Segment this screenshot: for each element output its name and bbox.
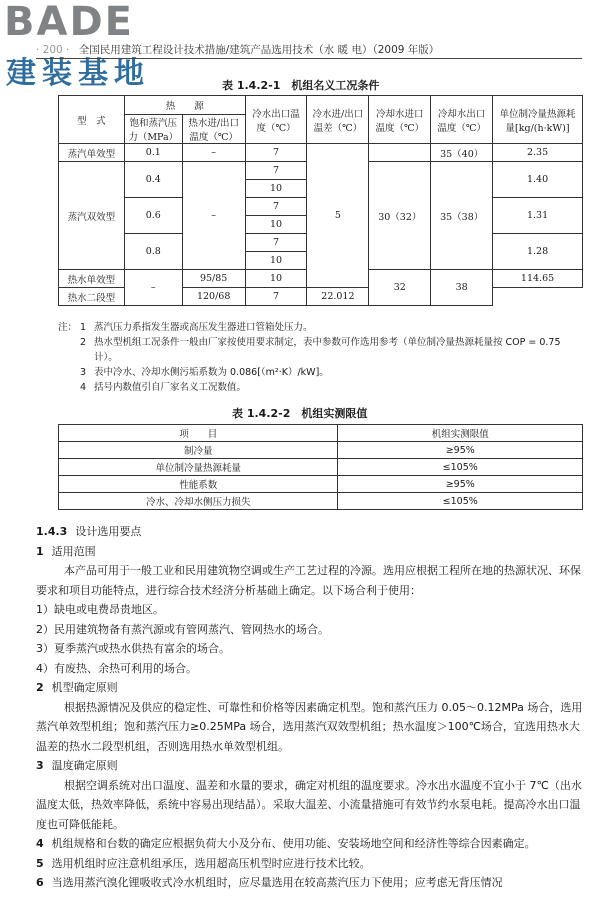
- cell-item: 制冷量: [59, 442, 338, 459]
- table-row: [59, 459, 583, 476]
- section-body: [36, 522, 586, 893]
- table-operating-conditions: [58, 95, 583, 306]
- cell-limit: ≤105%: [338, 459, 583, 476]
- list-item: 3）夏季蒸汽或热水供热有富余的场合。: [36, 642, 230, 655]
- cell-hot-water: 120/68: [182, 288, 245, 306]
- section-number: 1.4.3: [36, 525, 68, 538]
- subheading-title: 适用范围: [51, 544, 96, 558]
- cell-cooling-in: [369, 144, 431, 162]
- th-consumption: 单位制冷量热源耗量[kg/(h·kW)]: [493, 96, 583, 144]
- note-text: 括号内数值引自厂家名义工况数值。: [94, 382, 247, 393]
- item-number: 6: [36, 876, 44, 889]
- table1-caption: 表 1.4.2-1 机组名义工况条件: [222, 79, 380, 92]
- note-number: 2: [80, 337, 87, 348]
- cell-type: 热水单效型: [59, 270, 125, 288]
- note-text: 蒸汽压力系指发生器或高压发生器进口管箱处压力。: [94, 322, 313, 333]
- cell-item: 冷水、冷却水侧压力损失: [59, 493, 338, 510]
- notes-label: 注：: [58, 322, 78, 333]
- cell-chilled-out: 7: [245, 288, 307, 306]
- running-header: [36, 42, 439, 57]
- numbered-item: [36, 873, 586, 893]
- th-type: 型 式: [59, 96, 125, 144]
- subheading: [36, 678, 586, 698]
- cell-cooling-out: 35（38）: [431, 162, 493, 270]
- th-cooling-in: 冷却水进口温度（℃）: [369, 96, 431, 144]
- th-chilled-out: 冷水出口温度（℃）: [245, 96, 307, 144]
- note-item: [58, 320, 583, 335]
- cell-chilled-out: 10: [245, 252, 307, 270]
- cell-type: 蒸汽单效型: [59, 144, 125, 162]
- item-text: 机组规格和台数的确定应根据负荷大小及分布、使用功能、安装场地空间和经济性等综合因素确定。: [51, 837, 536, 850]
- cell-chilled-out: 7: [245, 162, 307, 180]
- cell-item: 性能系数: [59, 476, 338, 493]
- table-row: [59, 442, 583, 459]
- table1-notes: [58, 320, 583, 395]
- note-number: 4: [80, 382, 87, 393]
- cell-cooling-out: 35（40）: [431, 144, 493, 162]
- subheading-number: 2: [36, 681, 44, 694]
- th-hot-water-temp: 热水进/出口温度（℃）: [182, 115, 245, 144]
- cell-consumption: 1.28: [493, 234, 583, 270]
- cell-limit: ≥95%: [338, 476, 583, 493]
- section-heading: [36, 522, 586, 542]
- cell-chilled-out: 7: [245, 144, 307, 162]
- note-text: 热水型机组工况条件一般由厂家按使用要求制定，表中参数可作选用参考（单位制冷量热源耗量按 COP = 0.75 计）。: [94, 337, 561, 363]
- list-item: 2）民用建筑物备有蒸汽源或有管网蒸汽、管网热水的场合。: [36, 622, 329, 636]
- subheading-title: 温度确定原则: [51, 759, 118, 772]
- subheading-number: 3: [36, 759, 44, 772]
- cell-pressure: 0.1: [124, 144, 182, 162]
- cell-chilled-diff: 5: [307, 144, 369, 288]
- cell-consumption: 1.40: [493, 162, 583, 198]
- th-chilled-diff: 冷水进/出口温差（℃）: [307, 96, 369, 144]
- logo-top-text: BADE: [4, 0, 134, 45]
- cell-chilled-out: 7: [245, 234, 307, 252]
- note-item: [58, 335, 583, 365]
- note-text: 表中冷水、冷却水侧污垢系数为 0.086[（m²·K）/kW]。: [94, 367, 329, 378]
- paragraph: 本产品可用于一般工业和民用建筑物空调或生产工艺过程的冷源。选用应根据工程所在地的热源状况、环保要求和项目功能特点，进行综合技术经济分析基础上确定。以下场合利于使用：: [36, 564, 581, 597]
- item-number: 4: [36, 837, 44, 850]
- cell-item: 单位制冷量热源耗量: [59, 459, 338, 476]
- cell-cooling-in: 30（32）: [369, 162, 431, 270]
- cell-consumption: 22.012: [307, 288, 369, 306]
- header-rule: [36, 58, 582, 59]
- note-item: [58, 365, 583, 380]
- logo-bottom-text: 建装基地: [6, 56, 150, 91]
- table-row: [59, 493, 583, 510]
- subheading-number: 1: [36, 544, 44, 558]
- cell-hot-water: 95/85: [182, 270, 245, 288]
- note-item: [58, 380, 583, 395]
- cell-hot-water: –: [182, 144, 245, 162]
- th-heat-source: 热 源: [124, 96, 245, 115]
- subheading: [36, 756, 586, 776]
- item-text: 当选用蒸汽溴化锂吸收式冷水机组时，应尽量选用在较高蒸汽压力下使用；应考虑无背压情况: [51, 876, 503, 889]
- cell-cooling-in: 32: [369, 270, 431, 306]
- cell-chilled-out: 10: [245, 270, 307, 288]
- note-number: 1: [80, 322, 87, 333]
- subheading: [36, 542, 586, 562]
- numbered-item: [36, 854, 586, 874]
- table-row: [59, 476, 583, 493]
- th-limit: 机组实测限值: [338, 425, 583, 442]
- list-item: 1）缺电或电费昂贵地区。: [36, 603, 164, 616]
- header-title: 全国民用建筑工程设计技术措施/建筑产品选用技术（水 暖 电）（2009 年版）: [78, 44, 440, 56]
- cell-chilled-out: 10: [245, 216, 307, 234]
- numbered-item: [36, 834, 586, 854]
- section-title: 设计选用要点: [75, 525, 142, 538]
- cell-limit: ≥95%: [338, 442, 583, 459]
- cell-hot-water: –: [182, 162, 245, 270]
- th-cooling-out: 冷却水出口温度（℃）: [431, 96, 493, 144]
- cell-pressure: 0.8: [124, 234, 182, 270]
- paragraph: 根据热源情况及供应的稳定性、可靠性和价格等因素确定机型。饱和蒸汽压力 0.05～0.12MPa 场合，选用蒸汽单效型机组；饱和蒸汽压力≥0.25MPa 场合，选用蒸汽双效型机组；热水温度＞100℃场合，宜选用热水大温差的热水二段型机组，否则选用热水单效型机组。: [36, 700, 583, 753]
- th-steam-pressure: 饱和蒸汽压力（MPa）: [124, 115, 182, 144]
- th-item: 项 目: [59, 425, 338, 442]
- list-item: 4）有废热、余热可利用的场合。: [36, 661, 197, 675]
- note-number: 3: [80, 367, 87, 378]
- cell-chilled-out: 10: [245, 180, 307, 198]
- cell-type: 蒸汽双效型: [59, 162, 125, 270]
- cell-pressure: –: [124, 270, 182, 306]
- cell-limit: ≤105%: [338, 493, 583, 510]
- cell-chilled-out: 7: [245, 198, 307, 216]
- cell-pressure: 0.4: [124, 162, 182, 198]
- item-number: 5: [36, 856, 44, 870]
- cell-consumption: 2.35: [493, 144, 583, 162]
- table-test-limits: [58, 424, 583, 510]
- cell-consumption: 114.65: [493, 270, 583, 288]
- subheading-title: 机型确定原则: [51, 681, 118, 694]
- table2-caption: 表 1.4.2-2 机组实测限值: [232, 407, 368, 420]
- cell-consumption: 1.31: [493, 198, 583, 234]
- paragraph: 根据空调系统对出口温度、温差和水量的要求，确定对机组的温度要求。冷水出水温度不宜小于 7℃（出水温度太低，热效率降低，系统中容易出现结晶）。采取大温差、小流量措施可有效节约水泵电耗。提高冷水出口温度也可降低能耗。: [36, 778, 582, 831]
- cell-cooling-out: 38: [431, 270, 493, 306]
- item-text: 选用机组时应注意机组承压，选用超高压机型时应进行技术比较。: [51, 856, 371, 870]
- cell-type: 热水二段型: [59, 288, 125, 306]
- page-number: · 200 ·: [36, 44, 70, 56]
- cell-pressure: 0.6: [124, 198, 182, 234]
